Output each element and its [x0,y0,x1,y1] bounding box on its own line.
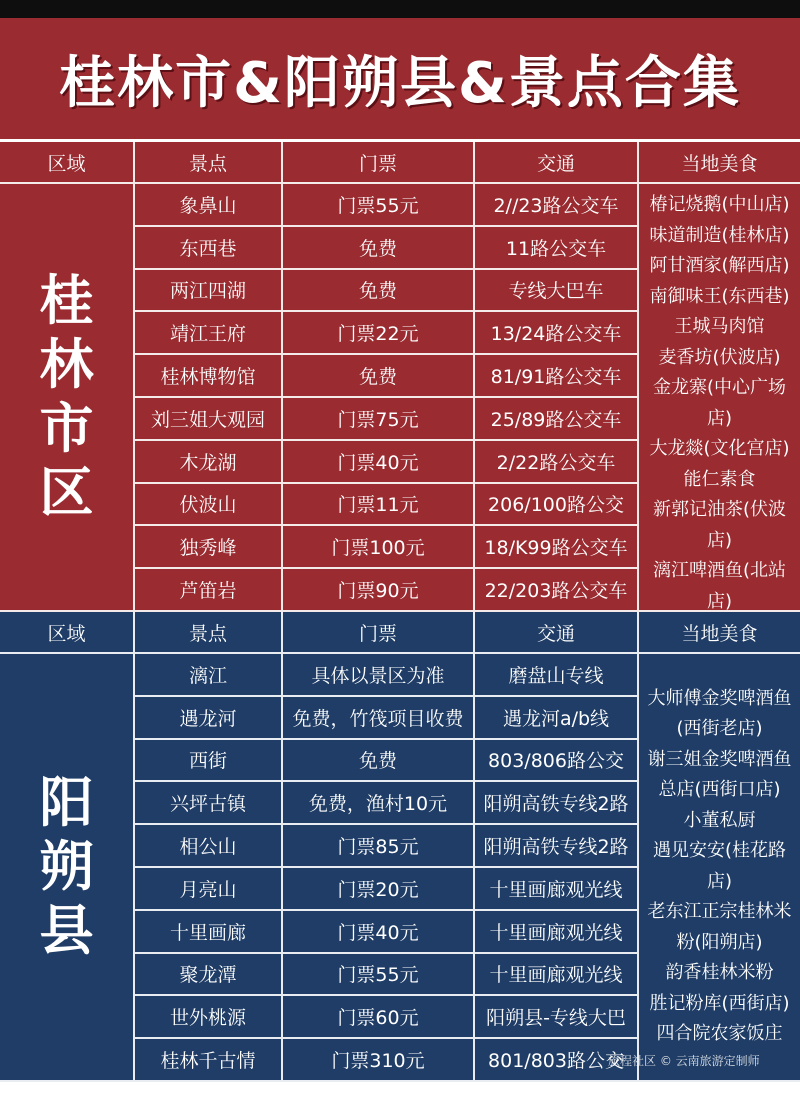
header-region: 区域 [0,612,135,654]
region-char: 林 [39,332,94,396]
food-line: 小董私厨 [683,809,756,831]
region-char: 县 [39,898,94,962]
watermark: 旅程社区 © 云南旅游定制师 [608,1054,760,1068]
transport-cell: 十里画廊观光线 [475,911,639,954]
transport-cell: 801/803路公交 [475,1039,639,1082]
food-line: 韵香桂林米粉 [665,962,774,984]
food-line: 漓江啤酒鱼(北站 [652,560,787,581]
spot-cell: 靖江王府 [135,312,283,355]
ticket-cell: 免费 [283,355,475,398]
food-list [639,184,800,612]
spot-cell: 桂林博物馆 [135,355,283,398]
food-line: (西街老店) [676,718,763,740]
transport-cell: 专线大巴车 [475,270,639,313]
spot-cell: 兴坪古镇 [135,782,283,825]
transport-cell: 13/24路公交车 [475,312,639,355]
spot-cell: 独秀峰 [135,526,283,569]
header-ticket: 门票 [283,142,475,184]
ticket-cell: 门票40元 [283,441,475,484]
region-char: 市 [39,396,94,460]
header-transport: 交通 [475,612,639,654]
transport-cell: 2/22路公交车 [475,441,639,484]
transport-cell: 25/89路公交车 [475,398,639,441]
transport-cell: 2//23路公交车 [475,184,639,227]
food-line: 能仁素食 [683,468,756,490]
ticket-cell: 门票55元 [283,184,475,227]
transport-cell: 11路公交车 [475,227,639,270]
ticket-cell: 门票60元 [283,996,475,1039]
ticket-cell: 门票40元 [283,911,475,954]
region-char: 阳 [39,770,94,834]
ticket-cell: 免费，竹筏项目收费 [283,697,475,740]
food-line: 粉(阳朔店) [676,931,763,953]
food-line: 麦香坊(伏波店) [658,346,781,368]
spot-cell: 聚龙潭 [135,954,283,997]
transport-cell: 阳朔县-专线大巴 [475,996,639,1039]
transport-cell: 十里画廊观光线 [475,954,639,997]
transport-cell: 磨盘山专线 [475,654,639,697]
ticket-cell: 门票20元 [283,868,475,911]
transport-cell: 803/806路公交 [475,740,639,783]
food-line: 四合院农家饭庄 [656,1023,783,1045]
header-transport: 交通 [475,142,639,184]
header-ticket: 门票 [283,612,475,654]
ticket-cell: 门票310元 [283,1039,475,1082]
food-line: 大龙燚(文化宫店) [649,438,790,459]
spot-cell: 遇龙河 [135,697,283,740]
transport-cell: 遇龙河a/b线 [475,697,639,740]
spot-cell: 漓江 [135,654,283,697]
ticket-cell: 免费 [283,270,475,313]
spot-cell: 木龙湖 [135,441,283,484]
ticket-cell: 门票85元 [283,825,475,868]
ticket-cell: 免费，渔村10元 [283,782,475,825]
food-line: 新郭记油茶(伏波 [652,499,787,520]
header-region: 区域 [0,142,135,184]
food-line: 老东江正宗桂林米 [647,901,792,923]
region-label [0,654,135,1082]
header-food: 当地美食 [639,612,800,654]
food-line: 店) [706,590,733,612]
region-char: 区 [39,460,94,524]
food-line: 南御味王(东西巷) [649,285,790,307]
transport-cell: 18/K99路公交车 [475,526,639,569]
food-line: 遇见安安(桂花路 [652,840,787,862]
food-line: 味道制造(桂林店) [649,224,790,246]
food-line: 阿甘酒家(解西店) [649,255,790,276]
spot-cell: 刘三姐大观园 [135,398,283,441]
spot-cell: 两江四湖 [135,270,283,313]
food-line: 店) [706,529,733,551]
transport-cell: 81/91路公交车 [475,355,639,398]
spot-cell: 世外桃源 [135,996,283,1039]
transport-cell: 阳朔高铁专线2路 [475,825,639,868]
ticket-cell: 门票22元 [283,312,475,355]
ticket-cell: 门票90元 [283,569,475,612]
ticket-cell: 门票55元 [283,954,475,997]
ticket-cell: 免费 [283,740,475,783]
top-strip [0,0,800,18]
bottom-strip [0,1082,800,1094]
food-line: 店) [706,870,733,892]
spot-cell: 相公山 [135,825,283,868]
food-line: 谢三姐金奖啤酒鱼 [647,748,792,770]
food-line: 椿记烧鹅(中山店) [649,194,790,215]
food-line: 店) [706,407,733,429]
spot-cell: 芦笛岩 [135,569,283,612]
transport-cell: 206/100路公交 [475,484,639,527]
ticket-cell: 具体以景区为准 [283,654,475,697]
page-title: 桂林市&阳朔县&景点合集 [59,50,741,116]
food-line: 胜记粉库(西街店) [649,992,790,1014]
spot-cell: 十里画廊 [135,911,283,954]
title-banner [0,18,800,142]
spot-cell: 东西巷 [135,227,283,270]
spot-cell: 伏波山 [135,484,283,527]
spot-cell: 西街 [135,740,283,783]
region-label [0,184,135,612]
ticket-cell: 门票11元 [283,484,475,527]
header-spot: 景点 [135,142,283,184]
guilin-table [0,142,800,612]
spot-cell: 月亮山 [135,868,283,911]
food-list [639,654,800,1082]
food-line: 总店(西街口店) [658,779,781,801]
transport-cell: 十里画廊观光线 [475,868,639,911]
food-line: 王城马肉馆 [674,316,765,337]
header-food: 当地美食 [639,142,800,184]
transport-cell: 22/203路公交车 [475,569,639,612]
region-char: 朔 [39,834,94,898]
spot-cell: 桂林千古情 [135,1039,283,1082]
yangshuo-table [0,612,800,1082]
ticket-cell: 门票100元 [283,526,475,569]
spot-cell: 象鼻山 [135,184,283,227]
food-line: 大师傅金奖啤酒鱼 [647,687,792,709]
ticket-cell: 门票75元 [283,398,475,441]
header-spot: 景点 [135,612,283,654]
region-char: 桂 [39,268,94,332]
food-line: 金龙寨(中心广场 [652,377,787,398]
section-yangshuo [0,612,800,1082]
ticket-cell: 免费 [283,227,475,270]
transport-cell: 阳朔高铁专线2路 [475,782,639,825]
section-guilin [0,142,800,612]
